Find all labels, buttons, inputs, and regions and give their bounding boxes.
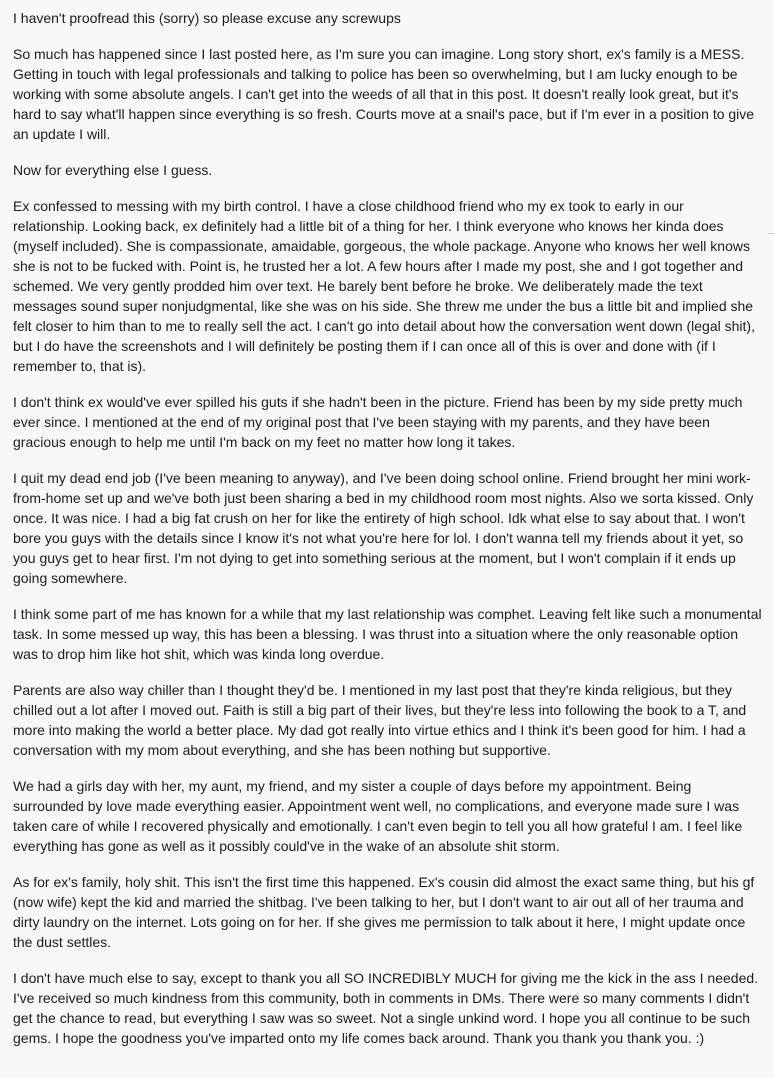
paragraph-ex-family: As for ex's family, holy shit. This isn't the first time this happened. Ex's cousin did almost the exact same thing, but his gf (now wife) kept the kid and married the shitbag. I've been talking to her, but I don't want to air out all of her trauma and dirty laundry on the internet. Lots going on for her. If she gives me permission to talk about it here, I might update once the dust settles. <box>13 874 755 950</box>
paragraph-legal-update: So much has happened since I last posted here, as I'm sure you can imagine. Long story short, ex's family is a MESS. Getting in touch with legal professionals and talking to police has been so overwhelming, but I am lucky enough to be working with some absolute angels. I can't get into the weeds of all that in this post. It doesn't really look great, but it's hard to say what'll happen since everything is so fresh. Courts move at a snail's pace, but if I'm ever in a position to give an update I will. <box>13 46 755 142</box>
paragraph-friend-support: I don't think ex would've ever spilled his guts if she hadn't been in the picture. Friend has been by my side pretty much ever since. I mentioned at the end of my original post that I've been staying with my parents, and they have been gracious enough to help me until I'm back on my feet no matter how long it takes. <box>13 394 743 450</box>
paragraph-appointment: We had a girls day with her, my aunt, my friend, and my sister a couple of days before my appointment. Being surrounded by love made everything easier. Appointment went well, no complications, and everyone made sure I was taken care of while I recovered physically and emotionally. I can't even begin to tell you all how grateful I am. I feel like everything has gone as well as it possibly could've in the wake of an absolute shit storm. <box>13 778 743 854</box>
paragraph-parents: Parents are also way chiller than I thought they'd be. I mentioned in my last post that they're kinda religious, but they chilled out a lot after I moved out. Faith is still a big part of their lives, but they're less into following the book to a T, and more into making the world a better place. My dad got really into virtue ethics and I think it's been good for him. I had a conversation with my mom about everything, and she has been nothing but supportive. <box>13 682 747 758</box>
post-body <box>13 8 763 1064</box>
paragraph-thanks: I don't have much else to say, except to thank you all SO INCREDIBLY MUCH for giving me the kick in the ass I needed. I've received so much kindness from this community, both in comments in DMs. There were so many comments I didn't get the chance to read, but everything I saw was so sweet. Not a single unkind word. I hope you all continue to be such gems. I hope the goodness you've imparted onto my life comes back around. Thank you thank you thank you. :) <box>13 970 759 1046</box>
paragraph-relationship-reflection: I think some part of me has known for a while that my last relationship was comphet. Leaving felt like such a monumental task. In some messed up way, this has been a blessing. I was thrust into a situation where the only reasonable option was to drop him like hot shit, which was kinda long overdue. <box>13 606 762 662</box>
paragraph-transition: Now for everything else I guess. <box>13 162 213 178</box>
paragraph-disclaimer: I haven't proofread this (sorry) so please excuse any screwups <box>13 10 401 26</box>
paragraph-confession: Ex confessed to messing with my birth control. I have a close childhood friend who my ex took to early in our relationship. Looking back, ex definitely had a little bit of a thing for her. I think everyone who knows her kinda does (myself included). She is compassionate, amaidable, gorgeous, the whole package. Anyone who knows her well knows she is not to be fucked with. Point is, he trusted her a lot. A few hours after I made my post, she and I got together and schemed. We very gently prodded him over text. He barely bent before he broke. We deliberately made the text messages sound super nonjudgmental, like she was on his side. She threw me under the bus a little bit and implied she felt closer to him than to me to really sell the act. I can't go into detail about how the conversation went down (legal shit), but I do have the screenshots and I will definitely be posting them if I can once all of this is over and done with (if I remember to, that is). <box>13 198 755 374</box>
edge-divider <box>768 233 774 234</box>
paragraph-job-and-friend: I quit my dead end job (I've been meaning to anyway), and I've been doing school online. Friend brought her mini work-from-home set up and we've both just been sharing a bed in my childhood room most nights. Also we sorta kissed. Only once. It was nice. I had a big fat crush on her for like the entirety of high school. Idk what else to say about that. I won't bore you guys with the details since I know it's not what you're here for lol. I don't wanna tell my friends about it yet, so you guys get to hear first. I'm not dying to get into something serious at the moment, but I won't complain if it ends up going somewhere. <box>13 470 754 586</box>
